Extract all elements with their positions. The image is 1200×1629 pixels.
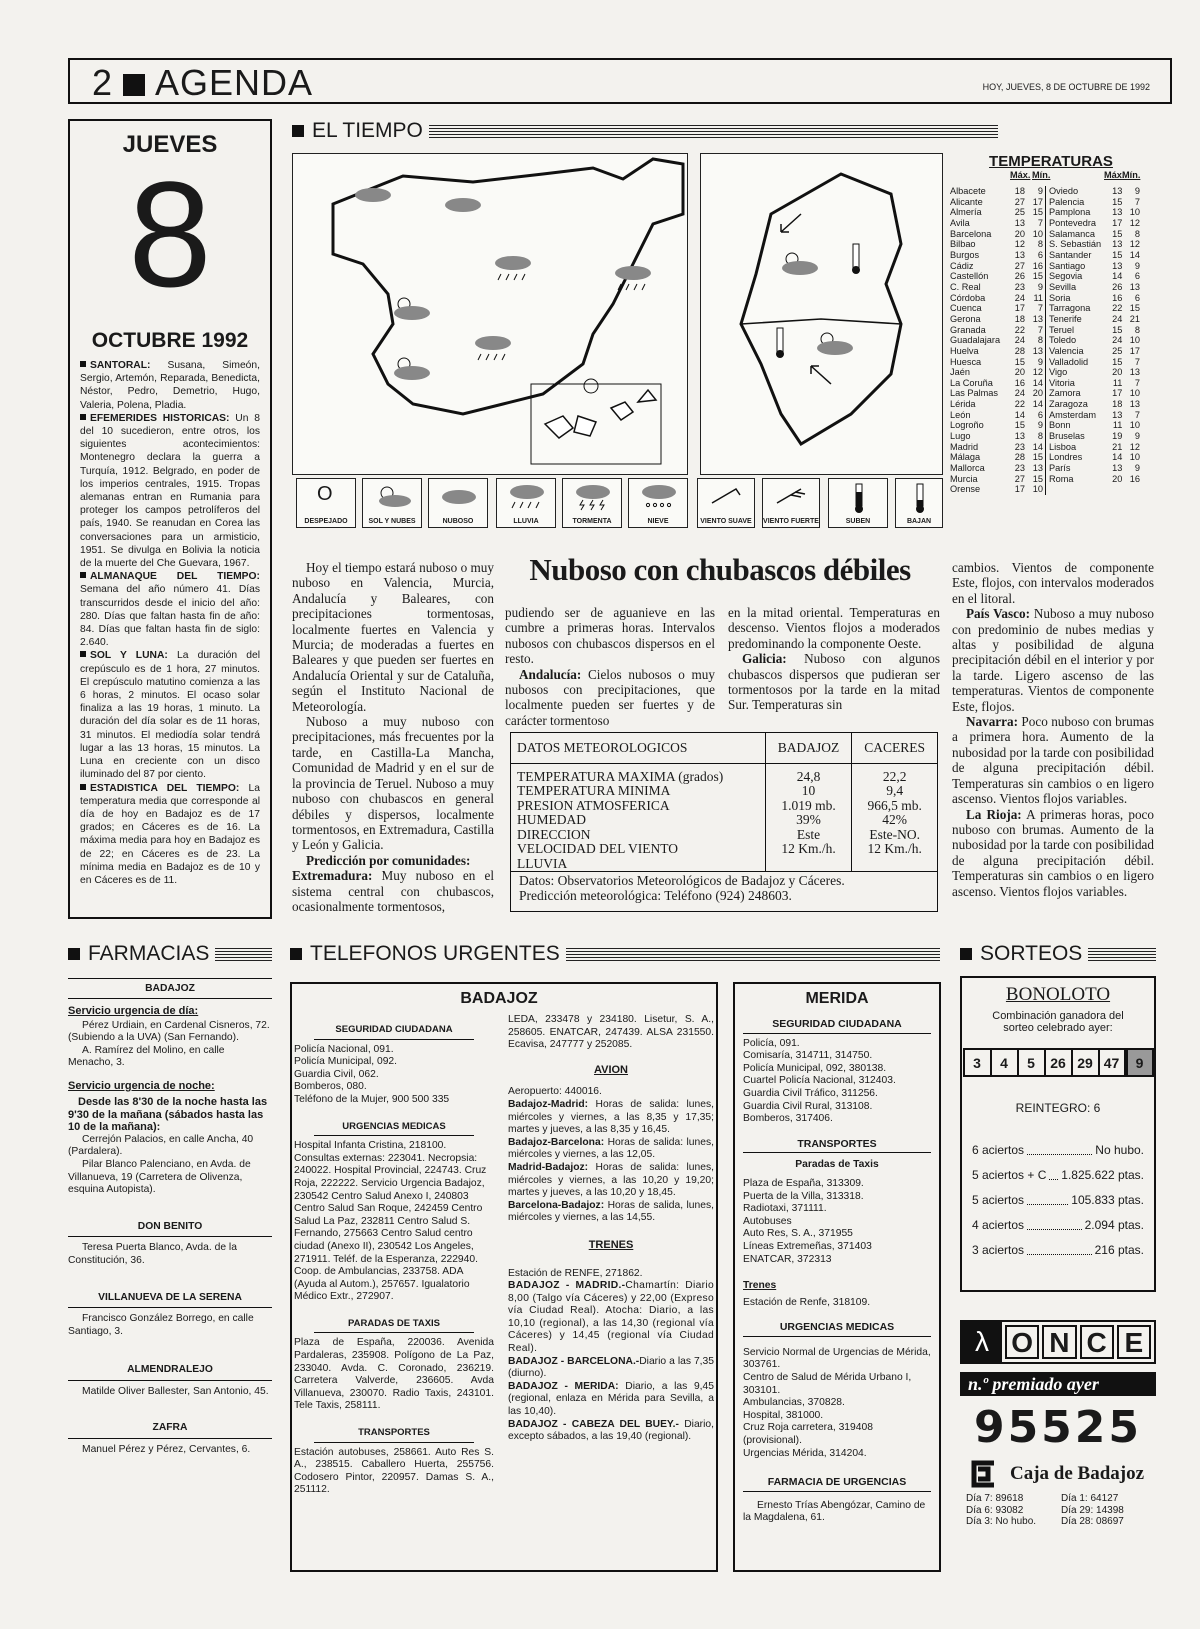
sun-cloud-icon — [776, 249, 820, 282]
light-wind-icon — [706, 483, 748, 507]
trenes-heading: Trenes — [743, 1280, 777, 1292]
lottery-number: 3 — [964, 1049, 991, 1076]
lottery-number: 5 — [1018, 1049, 1045, 1076]
page-header — [68, 58, 1172, 104]
city-temp-row: La Coruña 16 14 — [950, 377, 1043, 388]
date-info — [80, 359, 260, 887]
day-number: 8 — [128, 150, 212, 318]
farmacia-urgencias-entry: Ernesto Trías Abengózar, Camino de la Magdalena, 61. — [743, 1499, 926, 1524]
legend-sol-y-nubes: SOL Y NUBES — [362, 478, 422, 528]
weather-data-table — [510, 732, 938, 912]
seguridad-heading: SEGURIDAD CIUDADANA — [743, 1018, 931, 1034]
premiado-ayer-banner: n.º premiado ayer — [960, 1372, 1156, 1396]
city-temp-row: Santander 15 14 — [1049, 249, 1140, 260]
badajoz-title: BADAJOZ — [68, 983, 272, 999]
pharmacy-entry: Teresa Puerta Blanco, Avda. de la Constitución, 36. — [68, 1242, 237, 1266]
prize-row: 5 aciertos + C 1.825.622 ptas. — [972, 1167, 1144, 1182]
extremadura-map-svg — [701, 154, 944, 476]
merida-phones-title: MERIDA — [805, 990, 869, 1007]
rain-icon — [493, 254, 533, 289]
city-temp-row: Mallorca 23 13 — [950, 463, 1043, 474]
town-title: ALMENDRALEJO — [68, 1364, 272, 1381]
table-row: PRESION ATMOSFERICA 1.019 mb. 966,5 mb. — [511, 799, 937, 814]
once-letter: E — [1117, 1325, 1151, 1359]
forecast-phone: Predicción meteorológica: Teléfono (924) 248603. — [519, 887, 792, 903]
legend-suben: SUBEN — [828, 478, 888, 528]
airport-phone: Aeropuerto: 440016. — [508, 1086, 602, 1098]
legend-nieve: NIEVE — [628, 478, 688, 528]
city-temp-row: Lérida 22 14 — [950, 399, 1043, 410]
city-temp-row: Valladolid 15 7 — [1049, 356, 1140, 367]
badajoz-phones-title: BADAJOZ — [460, 990, 538, 1007]
issue-date: HOY, JUEVES, 8 DE OCTUBRE DE 1992 — [982, 82, 1150, 92]
flight-entry: Badajoz-Barcelona: Horas de salida: lunes, miércoles y viernes, a las 12,05. — [508, 1136, 714, 1161]
taxis-list: Plaza de España, 313309. Puerta de la Villa, 313318. Radiotaxi, 371111. Autobuses Auto Res, S. A., 371955 Líneas Extremeñas, 371403 ENATCAR, 372313 — [743, 1177, 872, 1265]
data-source: Datos: Observatorios Meteorológicos de Badajoz y Cáceres. — [519, 873, 845, 888]
city-temp-row: Valencia 25 17 — [1049, 345, 1140, 356]
pharmacy-entry: Francisco González Borrego, en calle Santiago, 3. — [68, 1313, 254, 1337]
taxis-list: Plaza de España, 220036. Avenida Pardaleras, 235908. Polígono de La Paz, 233040. Avda. C. Coronado, 236219. Carretera Valverde, 236605. Avda Villanueva, 230070. Radio Taxis, 243101. Tele Taxis, 258111. — [294, 1337, 494, 1412]
info-block: EFEMERIDES HISTORICAS: Un 8 del 10 sucedieron, entre otros, los siguientes acontecimientos: Montenegro declara la guerra a Turquía, 1912. Belgrado, en poder de los imperios centrales, 1915. Tropas alemanas entran en Rumania para proteger los campos petrolíferos del país, 1940. Se reanudan en Corea las conversaciones para un armisticio, 1951. Se divulga en Bolivia la noticia de la muerte del Che Guevara, 1967. — [80, 412, 260, 570]
city-temp-row: S. Sebastián 13 12 — [1049, 239, 1140, 250]
day-name: JUEVES — [122, 131, 218, 158]
city-temp-row: Zamora 17 10 — [1049, 388, 1140, 399]
train-entry: BADAJOZ - BARCELONA.-Diario a las 7,35 (diurno). — [508, 1355, 714, 1380]
thermometer-up-icon — [851, 482, 867, 514]
caja-badajoz-logo: Caja de Badajoz — [968, 1459, 1156, 1489]
city-temp-row: Bruselas 19 9 — [1049, 431, 1140, 442]
farmacias-section-header: FARMACIAS — [68, 942, 272, 966]
sun-cloud-icon — [388, 354, 432, 387]
city-temp-row: Barcelona 20 10 — [950, 228, 1043, 239]
city-temp-row: Santiago 13 9 — [1049, 260, 1140, 271]
lottery-number: 47 — [1099, 1049, 1126, 1076]
weather-column-3: en la mitad oriental. Temperaturas en descenso. Vientos flojos a moderados predominando la componente Oeste. Galicia: Nuboso con algunos chubascos dispersos que pudieran ser tormentosos por la tarde en la mitad Sur. Temperaturas sin — [728, 605, 940, 713]
prize-row: 6 aciertos No hubo. — [972, 1142, 1144, 1157]
taxis-heading: PARADAS DE TAXIS — [314, 1318, 474, 1334]
once-winning-number: 95525 — [973, 1402, 1143, 1453]
pharmacy-entry: Cerrejón Palacios, en calle Ancha, 40 (Pardalera). — [68, 1133, 254, 1158]
city-temp-row: Roma 20 16 — [1049, 473, 1140, 484]
storm-icon — [573, 483, 613, 511]
city-temp-row: Toledo 24 10 — [1049, 335, 1140, 346]
page-header-title — [92, 62, 313, 104]
once-logo — [960, 1320, 1156, 1364]
info-block: ESTADISTICA DEL TIEMPO: La temperatura media que corresponde al día de hoy en Badajoz es de 17 grados; en Cáceres es de 16. La máxima media para hoy en Badajoz es de 22; en Cáceres es de 23. La mínima media en Badajoz es de 10 y en Cáceres es de 11. — [80, 782, 260, 886]
prize-row: 5 aciertos 105.833 ptas. — [972, 1192, 1144, 1207]
city-temp-row: Vitoria 11 7 — [1049, 377, 1140, 388]
city-temp-row: Sevilla 26 13 — [1049, 281, 1140, 292]
farmacia-urgencias-heading: FARMACIA DE URGENCIAS — [743, 1476, 931, 1492]
city-temp-row: Pontevedra 17 12 — [1049, 217, 1140, 228]
city-temp-row: León 14 6 — [950, 409, 1043, 420]
pharmacy-entry: Pilar Blanco Palenciano, en Avda. de Villanueva, 19 (Carretera de Olivenza, esquina Autopista). — [68, 1158, 251, 1196]
city-temp-row: Tenerife 24 21 — [1049, 313, 1140, 324]
pharmacy-entry: Manuel Pérez y Pérez, Cervantes, 6. — [82, 1444, 251, 1456]
rain-icon — [473, 334, 513, 369]
city-temp-row: París 13 9 — [1049, 463, 1140, 474]
city-temp-row: Murcia 27 15 — [950, 473, 1043, 484]
urgencias-heading: URGENCIAS MEDICAS — [743, 1321, 931, 1337]
legend-despejado: O DESPEJADO — [296, 478, 356, 528]
legend-viento-suave: VIENTO SUAVE — [697, 478, 755, 528]
clear-icon: O — [317, 483, 333, 505]
prize-list — [972, 1137, 1144, 1262]
temperatures-header: Máx. Mín. Máx. Mín. — [1010, 170, 1141, 180]
flight-entry: Badajoz-Madrid: Horas de salida: lunes, miércoles y viernes, a las 8,35 y 17,35; martes y jueves, a las 8,35 y 16,45. — [508, 1098, 714, 1136]
person-icon: λ — [962, 1322, 1002, 1362]
square-bullet-icon — [960, 948, 972, 960]
rain-icon — [507, 483, 547, 511]
daily-draws — [960, 1493, 1156, 1528]
daily-draw-row: Día 7: 89618 Día 1: 64127 — [966, 1493, 1119, 1504]
trenes-heading: TRENES — [588, 1238, 634, 1251]
square-bullet-icon — [292, 125, 304, 137]
noche-heading: Servicio urgencia de noche: — [68, 1079, 215, 1092]
sorteos-section-header: SORTEOS — [960, 942, 1156, 966]
lottery-number: 26 — [1045, 1049, 1072, 1076]
city-temp-row: Segovia 14 6 — [1049, 271, 1140, 282]
city-temp-row: Avila 13 7 — [950, 217, 1043, 228]
seguridad-list: Policía Nacional, 091. Policía Municipal, 092. Guardia Civil, 062. Bomberos, 080. Teléfono de la Mujer, 900 500 335 — [294, 1043, 450, 1105]
square-bullet-icon — [68, 948, 80, 960]
table-row: TEMPERATURA MAXIMA (grados) 24,8 22,2 — [511, 763, 937, 784]
urgencias-list: Servicio Normal de Urgencias de Mérida, 303761. Centro de Salud de Mérida Urbano I, 303101. Ambulancias, 370828. Hospital, 381000. Cruz Roja carretera, 319408 (provisional). Urgencias Mérida, 314204. — [743, 1346, 931, 1459]
town-title: DON BENITO — [68, 1221, 272, 1238]
temperatures-right-column — [1046, 186, 1140, 495]
city-temp-row: Tarragona 22 15 — [1049, 303, 1140, 314]
city-temp-row: Bonn 11 10 — [1049, 420, 1140, 431]
daily-draw-row: Día 3: No hubo. Día 28: 08697 — [966, 1516, 1124, 1527]
combination-caption: Combinación ganadora del sorteo celebrado ayer: — [992, 1010, 1124, 1034]
weather-section-header: EL TIEMPO — [292, 119, 998, 143]
month-year: OCTUBRE 1992 — [91, 329, 249, 352]
pharmacy-entry: A. Ramírez del Molino, en calle Menacho, 3. — [68, 1044, 225, 1069]
table-row: TEMPERATURA MINIMA 10 9,4 — [511, 784, 937, 799]
square-bullet-icon — [290, 948, 302, 960]
city-temp-row: Vigo 20 13 — [1049, 367, 1140, 378]
thermometer-icon — [773, 326, 787, 365]
badajoz-phones-box — [290, 982, 718, 1572]
city-temp-row: Granada 22 7 — [950, 324, 1043, 335]
city-temp-row: Pamplona 13 10 — [1049, 207, 1140, 218]
cloud-icon — [353, 184, 393, 209]
train-entry: BADAJOZ - MERIDA: Diario, a las 9,45 (regional, enlaza en Mérida para Sevilla, a las 10,40). — [508, 1380, 714, 1418]
sun-cloud-icon — [811, 329, 855, 362]
city-temp-row: Córdoba 24 11 — [950, 292, 1043, 303]
city-temp-row: Madrid 23 14 — [950, 441, 1043, 452]
town-title: VILLANUEVA DE LA SERENA — [68, 1292, 272, 1309]
dia-heading: Servicio urgencia de día: — [68, 1004, 199, 1017]
avion-heading: AVION — [593, 1063, 629, 1076]
taxis-heading: Paradas de Taxis — [795, 1159, 879, 1171]
snow-icon — [639, 483, 679, 511]
renfe-phone: Estación de RENFE, 271862. — [508, 1267, 643, 1279]
city-temp-row: Jaén 20 12 — [950, 367, 1043, 378]
table-header-row: DATOS METEOROLOGICOS BADAJOZ CACERES — [511, 733, 937, 763]
legend-tormenta: TORMENTA — [562, 478, 622, 528]
legend-lluvia: LLUVIA — [496, 478, 556, 528]
weather-column-4: cambios. Vientos de componente Este, flojos, con intervalos moderados en el litoral. País Vasco: Nuboso a muy nuboso con predominio de nubes medias y altas y posibilidad de alguna precipitación débil en el interior y por la tarde. Ligero ascenso de las temperaturas. Vientos de componente Este, flojos. Navarra: Poco nuboso con brumas a primera hora. Aumento de la nubosidad por la tarde con posibilidad de alguna precipitación débil. Temperaturas sin cambios o en ligero ascenso. Vientos flojos variables. La Rioja: A primeras horas, poco nuboso con brumas. Aumento de la nubosidad por la tarde con posibilidad de alguna precipitación débil. Temperaturas sin cambios o en ligero ascenso. Vientos flojos variables. — [952, 560, 1155, 899]
city-temp-row: Oviedo 13 9 — [1049, 186, 1140, 196]
legend-nuboso: NUBOSO — [428, 478, 488, 528]
bus-companies: LEDA, 233478 y 234180. Lisetur, S. A., 258605. ENATCAR, 247439. ALSA 231550. Ecavisa, 247777 y 252085. — [508, 1014, 714, 1051]
city-temp-row: Castellón 26 15 — [950, 271, 1043, 282]
city-temp-row: Alicante 27 17 — [950, 196, 1043, 207]
thermometer-down-icon — [912, 482, 928, 514]
telefonos-section-header: TELEFONOS URGENTES — [290, 942, 940, 966]
square-bullet-icon — [123, 74, 145, 96]
city-temp-row: Albacete 18 9 — [950, 186, 1043, 196]
pharmacy-entry: Matilde Oliver Ballester, San Antonio, 45. — [82, 1385, 269, 1397]
renfe-phone: Estación de Renfe, 318109. — [743, 1296, 871, 1308]
spain-weather-map — [292, 153, 688, 475]
legend-bajan: BAJAN — [895, 478, 943, 528]
once-letter: O — [1005, 1325, 1039, 1359]
temperatures-left-column — [950, 186, 1046, 495]
section-name: AGENDA — [155, 62, 314, 103]
temperatures-table — [950, 153, 1140, 543]
city-temp-row: Guadalajara 24 8 — [950, 335, 1043, 346]
once-box — [960, 1320, 1156, 1560]
city-temp-row: Las Palmas 24 20 — [950, 388, 1043, 399]
city-temp-row: Palencia 15 7 — [1049, 196, 1140, 207]
urgencias-list: Hospital Infanta Cristina, 218100. Consultas externas: 223041. Necropsia: 240022. Hospital Provincial, 224743. Cruz Roja, 222222. Servicio Urgencia Badajoz, 230542 Centro Salud Anexo I, 240803 Centro Salud San Roque, 242459 Centro Salud La Paz, 232811 Centro Salud S. Fernando, 275663 Centro Salud centro ciudad (Anexo II), 230542 Los Angeles, 271911. Teléf. de la Esperanza, 222940. Coop. de Ambulancias, 233758. ADA (Ayuda al Autom.), 257657. Igualatorio Médico Extr., 272907. — [294, 1140, 487, 1303]
merida-phones-box — [733, 982, 941, 1572]
city-temp-row: Soria 16 6 — [1049, 292, 1140, 303]
once-letter: N — [1042, 1325, 1076, 1359]
legend-viento-fuerte: VIENTO FUERTE — [762, 478, 820, 528]
info-block: ALMANAQUE DEL TIEMPO: Semana del año número 41. Días transcurridos desde el inicio del año: 280. Días que faltan hasta fin de año: 84. Días que faltan hasta fin de siglo: 2.640. — [80, 571, 260, 649]
reintegro: REINTEGRO: 6 — [1015, 1101, 1101, 1115]
flight-entry: Madrid-Badajoz: Horas de salida: lunes, miércoles y viernes, a las 10,20 y 19,20; martes y jueves, a las 10,20 y 18,45. — [508, 1161, 714, 1199]
pharmacy-entry: Pérez Urdiain, en Cardenal Cisneros, 72. (Subiendo a la UVA) (San Fernando). — [68, 1019, 270, 1044]
bonoloto-box — [960, 976, 1156, 1292]
city-temp-row: Orense 17 10 — [950, 484, 1043, 495]
city-temp-row: Amsterdam 13 7 — [1049, 409, 1140, 420]
thermometer-icon — [849, 242, 863, 281]
lottery-number: 29 — [1072, 1049, 1099, 1076]
city-temp-row: Málaga 28 15 — [950, 452, 1043, 463]
lottery-number: 4 — [991, 1049, 1018, 1076]
daily-draw-row: Día 6: 93082 Día 29: 14398 — [966, 1504, 1124, 1516]
farmacias-list — [68, 978, 272, 1457]
table-row: VELOCIDAD DEL VIENTO 12 Km./h. 12 Km./h. — [511, 842, 937, 857]
caja-logo-icon — [968, 1459, 1004, 1489]
complementario-number: 9 — [1126, 1049, 1153, 1076]
transportes-heading: TRANSPORTES — [314, 1427, 474, 1443]
weather-headline: Nuboso con chubascos débiles — [529, 552, 911, 587]
city-temp-row: Almería 25 15 — [950, 207, 1043, 218]
urgencias-heading: URGENCIAS MEDICAS — [314, 1121, 474, 1137]
once-letter: C — [1080, 1325, 1114, 1359]
flight-entry: Barcelona-Badajoz: Horas de salida, lunes, miércoles y viernes, a las 14,55. — [508, 1199, 714, 1224]
city-temp-row: Logroño 15 9 — [950, 420, 1043, 431]
weather-column-1: Hoy el tiempo estará nuboso o muy nuboso en Valencia, Murcia, Andalucía y Baleares, con precipitaciones tormentosas, localmente fuertes en Valencia y Murcia; de moderadas a fuertes en Baleares y que pueden ser fuertes en Andalucía Oriental y sur de Cataluña, según el Instituto Nacional de Meteorología. Nuboso a muy nuboso con precipitaciones, más frecuentes por la tarde, en Castilla-La Mancha, Comunidad de Madrid y en el sur de la provincia de Teruel. Nuboso a muy nuboso con chubascos en general débiles y dispersos, localmente tormentosos, en Extremadura, Castilla y León y Galicia. Predicción por comunidades: Extremadura: Muy nuboso en el sistema central con chubascos, ocasionalmente tormentosos, — [292, 560, 494, 914]
transportes-heading: TRANSPORTES — [743, 1138, 931, 1154]
extremadura-weather-map — [700, 153, 943, 475]
cloud-icon — [443, 194, 483, 219]
city-temp-row: Cuenca 17 7 — [950, 303, 1043, 314]
table-row: HUMEDAD 39% 42% — [511, 813, 937, 828]
city-temp-row: Zaragoza 18 13 — [1049, 399, 1140, 410]
prize-row: 3 aciertos 216 ptas. — [972, 1242, 1144, 1257]
cloud-icon — [439, 487, 479, 507]
train-entry: BADAJOZ - CABEZA DEL BUEY.- Diario, excepto sábados, a las 19,40 (regional). — [508, 1418, 714, 1443]
sun-cloud-icon — [388, 294, 432, 327]
page-number: 2 — [92, 62, 114, 103]
info-block: SANTORAL: Susana, Simeón, Sergio, Artemón, Reparada, Benedicta, Néstor, Pedro, Demetrio, Hugo, Valeria, Polena, Pladia. — [80, 360, 260, 411]
city-temp-row: Burgos 13 6 — [950, 249, 1043, 260]
city-temp-row: Lugo 13 8 — [950, 431, 1043, 442]
transportes-list: Estación autobuses, 258661. Auto Res S. A., 238515. Caballero Huerta, 255756. Codosero Pintor, 220957. Damas S. A., 251112. — [294, 1446, 494, 1496]
date-box — [68, 119, 272, 919]
city-temp-row: Londres 14 10 — [1049, 452, 1140, 463]
prize-row: 4 aciertos 2.094 ptas. — [972, 1217, 1144, 1232]
city-temp-row: Huelva 28 13 — [950, 345, 1043, 356]
city-temp-row: Gerona 18 13 — [950, 313, 1043, 324]
rain-icon — [613, 264, 653, 299]
table-row: LLUVIA — [511, 857, 937, 872]
seguridad-heading: SEGURIDAD CIUDADANA — [314, 1024, 474, 1040]
city-temp-row: Teruel 15 8 — [1049, 324, 1140, 335]
once-letters — [1002, 1322, 1154, 1362]
train-entry: BADAJOZ - MADRID.-Chamartín: Diario 8,00 (Talgo vía Cáceres) y 22,00 (Expreso vía Ciudad Real). Atocha: Diario, a las 10,10 (regional), a las 14,30 (regional vía Cáceres) y 14,45 (regional vía Ciudad Real). — [508, 1280, 714, 1355]
temperatures-title: TEMPERATURAS — [989, 153, 1113, 170]
table-row: DIRECCION Este Este-NO. — [511, 828, 937, 843]
winning-numbers — [963, 1048, 1154, 1077]
strong-wind-icon — [771, 483, 813, 507]
weather-column-2: pudiendo ser de aguanieve en las cumbre a primeras horas. Intervalos nubosos con chubascos dispersos en el resto. Andalucía: Cielos nubosos o muy nubosos con precipitaciones, que localmente pueden ser fuertes y de carácter tormentoso — [505, 605, 715, 728]
city-temp-row: Lisboa 21 12 — [1049, 441, 1140, 452]
city-temp-row: C. Real 23 9 — [950, 281, 1043, 292]
bonoloto-title: BONOLOTO — [1005, 984, 1111, 1005]
city-temp-row: Salamanca 15 8 — [1049, 228, 1140, 239]
noche-hours: Desde las 8'30 de la noche hasta las 9'30 de la mañana (sábados hasta las 10 de la mañana): — [68, 1095, 268, 1134]
seguridad-list: Policía, 091. Comisaría, 314711, 314750. Policía Municipal, 092, 380138. Cuartel Policía Nacional, 312403. Guardia Civil Tráfico, 311256. Guardia Civil Rural, 313108. Bomberos, 317406. — [743, 1037, 896, 1125]
city-temp-row: Cádiz 27 16 — [950, 260, 1043, 271]
town-title: ZAFRA — [68, 1422, 272, 1439]
city-temp-row: Bilbao 12 8 — [950, 239, 1043, 250]
city-temp-row: Huesca 15 9 — [950, 356, 1043, 367]
sun-cloud-icon — [373, 484, 413, 510]
info-block: SOL Y LUNA: La duración del crepúsculo es de 1 hora, 27 minutos. El crepúsculo matutino comienza a las 6 horas, 2 minutos. El ocaso solar finaliza a las 19 horas, 1 minuto. La duración del día solar es de 11 horas, 31 minutos. El mediodía solar tendrá lugar a las 13 horas, 15 minutos. La Luna en creciente con un disco iluminado del 87 por ciento. — [80, 650, 260, 781]
